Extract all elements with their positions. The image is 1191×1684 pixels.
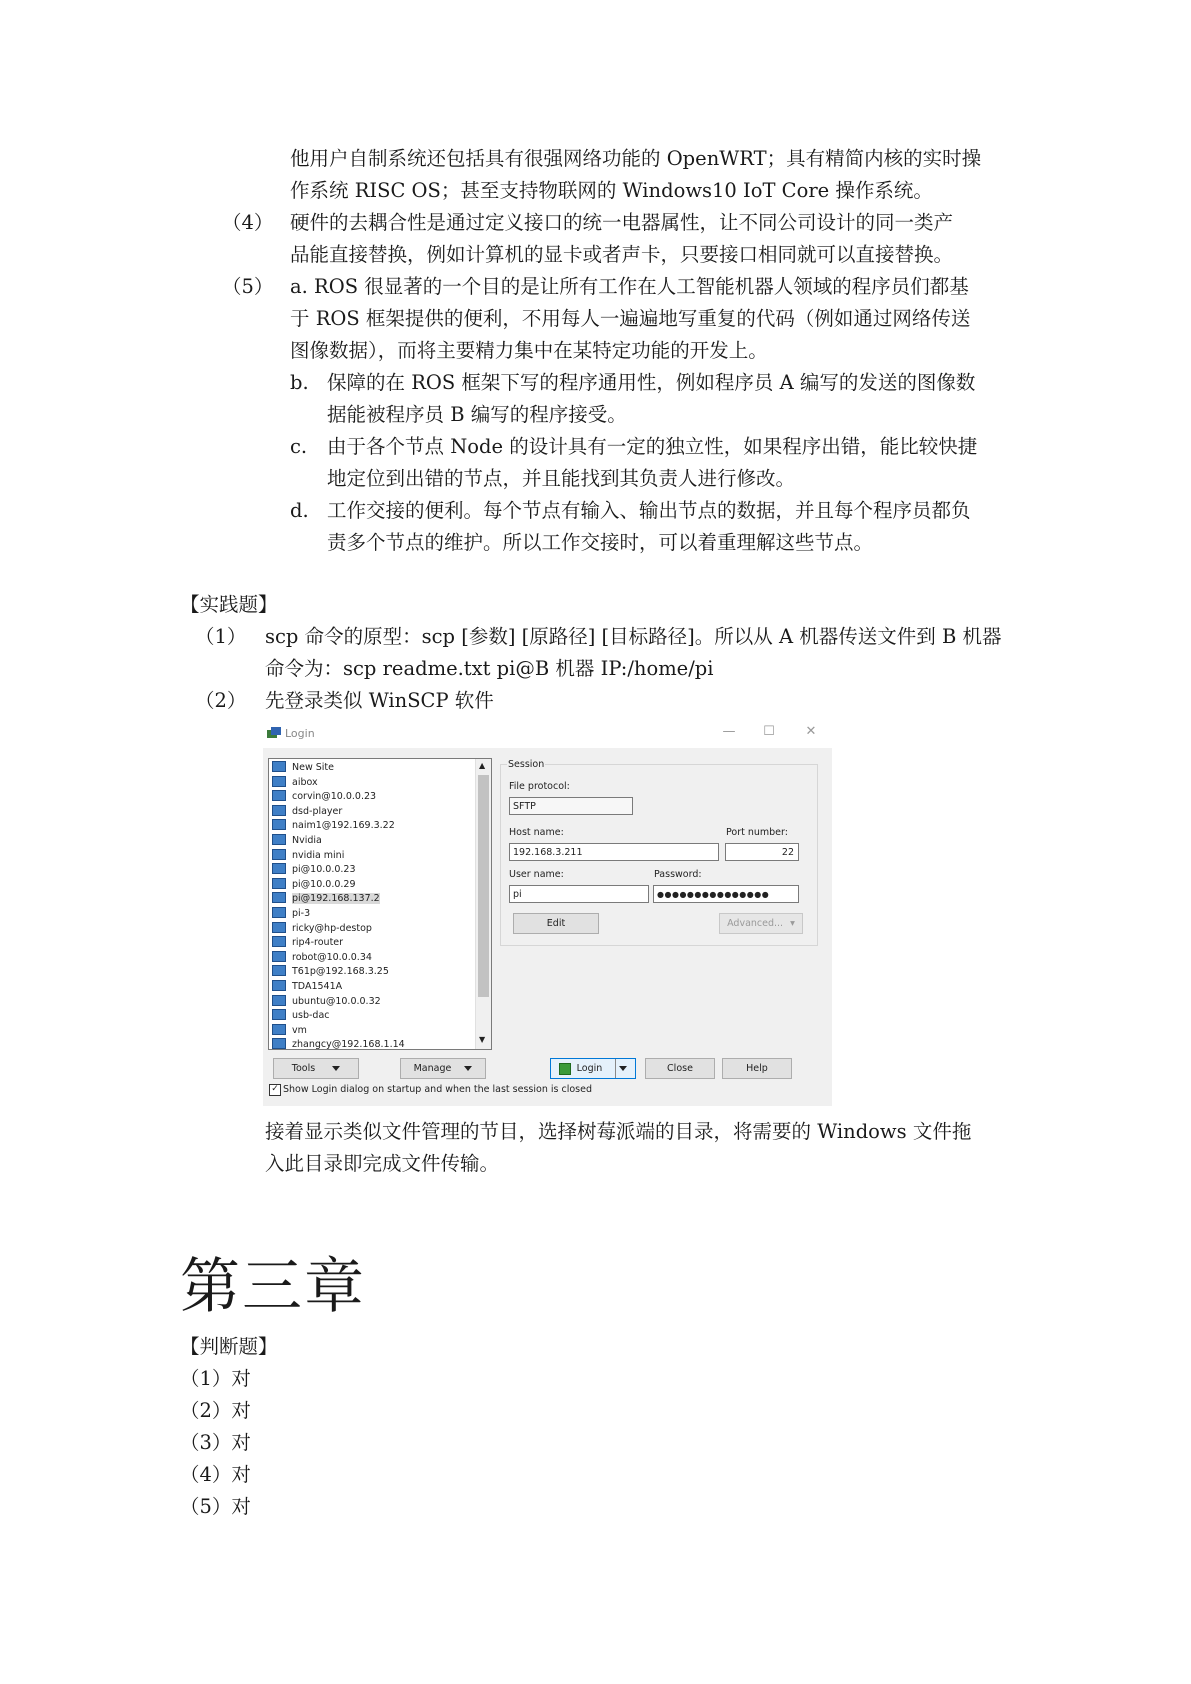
site-list-item[interactable]: [272, 834, 322, 848]
site-list-item[interactable]: [272, 951, 372, 965]
item-number: （2）: [195, 689, 247, 712]
site-name: naim1@192.169.3.22: [292, 820, 395, 832]
site-name: ubuntu@10.0.0.32: [292, 995, 381, 1007]
computer-icon: [272, 761, 286, 772]
site-list-item[interactable]: [272, 892, 380, 906]
site-list-item[interactable]: [272, 863, 356, 877]
site-name: pi-3: [292, 908, 311, 919]
answer-item: （3）对: [180, 1431, 251, 1454]
site-list-item[interactable]: [272, 936, 343, 950]
scroll-down-icon[interactable]: ▼: [479, 1035, 486, 1044]
site-name: rip4-router: [292, 937, 344, 949]
site-list-item[interactable]: [272, 849, 344, 863]
paragraph-line: 图像数据），而将主要精力集中在某特定功能的开发上。: [290, 339, 768, 362]
computer-icon: [272, 776, 286, 787]
user-name-input[interactable]: pi: [509, 885, 649, 903]
site-name: aibox: [292, 776, 318, 788]
computer-icon: [272, 892, 286, 903]
computer-icon: [272, 995, 286, 1006]
paragraph-line: scp 命令的原型：scp [参数] [原路径] [目标路径]。所以从 A 机器传送文件到 B 机器: [265, 625, 1002, 648]
site-name: corvin@10.0.0.23: [292, 791, 377, 803]
site-list-item[interactable]: [272, 907, 310, 921]
host-name-label: Host name:: [509, 827, 564, 838]
site-list-item[interactable]: [272, 995, 381, 1009]
port-number-input[interactable]: 22: [725, 843, 799, 861]
site-list-item[interactable]: [272, 805, 342, 819]
section-heading: 【判断题】: [180, 1335, 278, 1358]
manage-dropdown-icon: [464, 1066, 472, 1071]
paragraph-line: 保障的在 ROS 框架下写的程序通用性，例如程序员 A 编写的发送的图像数: [327, 371, 976, 394]
paragraph-line: 地定位到出错的节点，并且能找到其负责人进行修改。: [327, 467, 796, 490]
item-number: （5）: [222, 275, 274, 298]
site-name: pi@192.168.137.2: [292, 893, 380, 905]
paragraph-line: 命令为：scp readme.txt pi@B 机器 IP:/home/pi: [265, 657, 714, 680]
session-label: Session: [508, 759, 545, 770]
login-icon: [559, 1063, 571, 1075]
site-name: usb-dac: [292, 1010, 330, 1022]
site-list-item[interactable]: [272, 761, 334, 775]
computer-icon: [272, 834, 286, 845]
site-list[interactable]: [268, 758, 492, 1050]
site-name: TDA1541A: [292, 981, 343, 992]
advanced-button-label: Advanced...: [727, 918, 784, 929]
site-list-scrollbar[interactable]: [475, 759, 491, 1049]
session-group: [500, 759, 818, 946]
site-list-item[interactable]: [272, 980, 342, 994]
site-list-item[interactable]: [272, 965, 389, 979]
manage-button[interactable]: [400, 1058, 486, 1079]
file-protocol-select[interactable]: SFTP: [509, 797, 633, 815]
paragraph-line: 据能被程序员 B 编写的程序接受。: [327, 403, 627, 426]
computer-icon: [272, 878, 286, 889]
chapter-title: 第三章: [180, 1252, 366, 1322]
tools-button[interactable]: [273, 1058, 359, 1079]
computer-icon: [272, 907, 286, 918]
site-name: Nvidia: [292, 835, 322, 846]
site-name: pi@10.0.0.23: [292, 864, 356, 876]
winscp-app-icon: [267, 727, 281, 740]
winscp-login-dialog: [263, 720, 832, 1106]
computer-icon: [272, 965, 286, 976]
scrollbar-thumb[interactable]: [478, 775, 489, 997]
site-name: dsd-player: [292, 805, 343, 817]
paragraph-line: 品能直接替换，例如计算机的显卡或者声卡，只要接口相同就可以直接替换。: [290, 243, 954, 266]
item-number: （4）: [222, 211, 274, 234]
computer-icon: [272, 1024, 286, 1035]
password-input[interactable]: ●●●●●●●●●●●●●●●: [653, 885, 799, 903]
close-icon[interactable]: ✕: [805, 724, 817, 739]
computer-icon: [272, 980, 286, 991]
tools-dropdown-icon: [332, 1066, 340, 1071]
site-name: T61p@192.168.3.25: [292, 966, 389, 978]
section-heading: 【实践题】: [180, 593, 278, 616]
site-list-item[interactable]: [272, 790, 376, 804]
host-name-input[interactable]: 192.168.3.211: [509, 843, 719, 861]
help-button[interactable]: Help: [722, 1058, 792, 1079]
sub-label: c.: [290, 435, 308, 458]
dialog-titlebar: [263, 720, 832, 748]
sub-label: d.: [290, 499, 309, 522]
site-name: vm: [292, 1024, 307, 1036]
site-name: ricky@hp-destop: [292, 922, 372, 934]
site-name: zhangcy@192.168.1.14: [292, 1039, 405, 1050]
computer-icon: [272, 790, 286, 801]
maximize-icon[interactable]: ☐: [763, 724, 775, 739]
paragraph-line: 由于各个节点 Node 的设计具有一定的独立性，如果程序出错，能比较快捷: [327, 435, 978, 458]
close-button[interactable]: Close: [645, 1058, 715, 1079]
paragraph-line: 作系统 RISC OS；甚至支持物联网的 Windows10 IoT Core 操作系统。: [290, 179, 933, 202]
answer-item: （1）对: [180, 1367, 251, 1390]
show-login-checkbox[interactable]: ✓: [269, 1084, 281, 1096]
paragraph-line: 硬件的去耦合性是通过定义接口的统一电器属性，让不同公司设计的同一类产: [290, 211, 954, 234]
port-number-label: Port number:: [726, 827, 788, 838]
site-list-item[interactable]: [272, 819, 395, 833]
file-protocol-label: File protocol:: [509, 781, 570, 792]
site-list-item[interactable]: [272, 776, 318, 790]
site-name: New Site: [292, 762, 334, 773]
computer-icon: [272, 805, 286, 816]
paragraph-line: 入此目录即完成文件传输。: [265, 1152, 500, 1175]
scroll-up-icon[interactable]: ▲: [479, 761, 486, 770]
password-label: Password:: [654, 869, 702, 880]
paragraph-line: 接着显示类似文件管理的节目，选择树莓派端的目录，将需要的 Windows 文件拖: [265, 1120, 972, 1143]
paragraph-line: 工作交接的便利。每个节点有输入、输出节点的数据，并且每个程序员都负: [327, 499, 971, 522]
answer-item: （4）对: [180, 1463, 251, 1486]
computer-icon: [272, 951, 286, 962]
site-list-item[interactable]: [272, 1038, 405, 1050]
login-button-label: Login: [576, 1063, 603, 1074]
computer-icon: [272, 1009, 286, 1020]
edit-button[interactable]: Edit: [513, 913, 599, 934]
site-list-item[interactable]: [272, 1009, 330, 1023]
sub-label: b.: [290, 371, 309, 394]
computer-icon: [272, 849, 286, 860]
paragraph-line: 于 ROS 框架提供的便利，不用每人一遍遍地写重复的代码（例如通过网络传送: [290, 307, 971, 330]
answer-item: （2）对: [180, 1399, 251, 1422]
user-name-label: User name:: [509, 869, 564, 880]
answer-item: （5）对: [180, 1495, 251, 1518]
site-name: robot@10.0.0.34: [292, 951, 372, 963]
dialog-title: Login: [285, 727, 315, 740]
computer-icon: [272, 819, 286, 830]
tools-button-label: Tools: [291, 1063, 316, 1074]
login-button[interactable]: [550, 1058, 636, 1079]
site-list-item[interactable]: [272, 1024, 307, 1038]
paragraph-line: a. ROS 很显著的一个目的是让所有工作在人工智能机器人领域的程序员们都基: [290, 275, 969, 298]
item-number: （1）: [195, 625, 247, 648]
advanced-dropdown-icon: ▾: [790, 918, 795, 929]
site-name: pi@10.0.0.29: [292, 878, 356, 890]
paragraph-line: 先登录类似 WinSCP 软件: [265, 689, 494, 712]
minimize-icon[interactable]: —: [722, 724, 736, 739]
computer-icon: [272, 936, 286, 947]
site-list-item[interactable]: [272, 922, 372, 936]
site-list-item[interactable]: [272, 878, 356, 892]
computer-icon: [272, 922, 286, 933]
paragraph-line: 他用户自制系统还包括具有很强网络功能的 OpenWRT；具有精简内核的实时操: [290, 147, 982, 170]
computer-icon: [272, 1038, 286, 1049]
login-dropdown-icon[interactable]: [615, 1059, 627, 1078]
show-login-checkbox-label: Show Login dialog on startup and when the last session is closed: [283, 1084, 592, 1095]
site-name: nvidia mini: [292, 849, 345, 861]
manage-button-label: Manage: [413, 1063, 452, 1074]
computer-icon: [272, 863, 286, 874]
advanced-button[interactable]: [719, 913, 803, 934]
paragraph-line: 责多个节点的维护。所以工作交接时，可以着重理解这些节点。: [327, 531, 874, 554]
